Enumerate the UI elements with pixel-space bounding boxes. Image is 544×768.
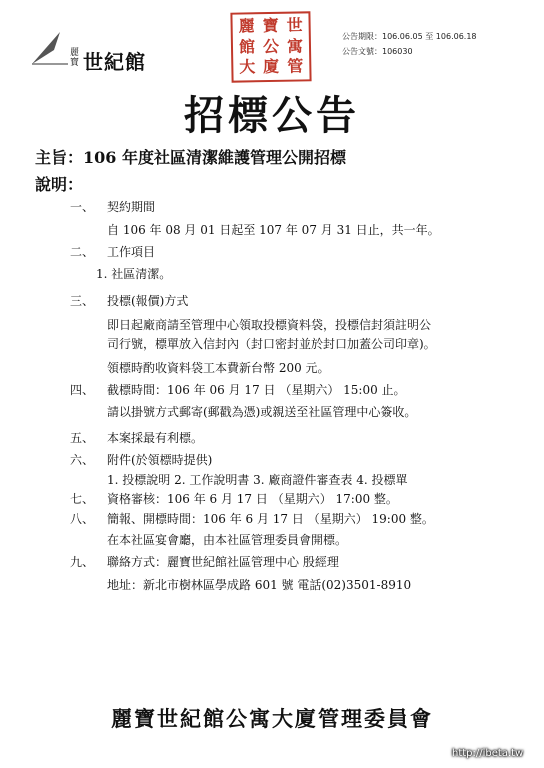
section-number: 六、 <box>70 453 95 467</box>
section-heading: 本案採最有利標。 <box>107 431 204 445</box>
section-number: 五、 <box>70 431 95 445</box>
section-number: 七、 <box>70 492 95 506</box>
logo <box>30 28 170 74</box>
stamp-char: 寓 <box>286 36 304 56</box>
footer-signature: 麗寶世紀館公寓大廈管理委員會 <box>111 706 433 731</box>
stamp-char: 世 <box>286 15 303 35</box>
section-heading: 簡報、開標時間：106 年 6 月 17 日 （星期六） 19:00 整。 <box>107 512 434 526</box>
section-number: 一、 <box>70 200 95 214</box>
section-number: 八、 <box>70 512 95 526</box>
section-number: 九、 <box>70 555 95 569</box>
section-heading: 工作項目 <box>107 245 156 259</box>
section-number: 四、 <box>70 383 95 397</box>
section-text: 1. 社區清潔。 <box>96 267 172 281</box>
section-heading: 附件(於領標時提供) <box>107 453 213 467</box>
notice-period: 公告期限：106.06.05 至 106.06.18 <box>342 32 477 41</box>
section-text: 即日起廠商請至管理中心領取投標資料袋，投標信封須註明公 <box>107 318 432 332</box>
red-seal-stamp <box>230 11 311 82</box>
section-text: 司行號，標單放入信封內（封口密封並於封口加蓋公司印章)。 <box>107 337 436 351</box>
section-text: 自 106 年 08 月 01 日起至 107 年 07 月 31 日止，共一年。 <box>107 223 440 237</box>
notice-meta <box>342 29 477 59</box>
section-heading: 聯絡方式：麗寶世紀館社區管理中心 殷經理 <box>107 555 339 569</box>
section-number: 二、 <box>70 245 95 259</box>
stamp-char: 麗 <box>238 16 255 36</box>
notice-doc-number: 公告文號：106030 <box>342 47 413 56</box>
section-text: 請以掛號方式郵寄(郵戳為憑)或親送至社區管理中心簽收。 <box>107 405 417 419</box>
logo-small-text: 麗寶 <box>70 48 80 68</box>
subject-line: 主旨：106 年度社區清潔維護管理公開招標 <box>35 148 346 167</box>
stamp-char: 管 <box>287 56 304 77</box>
stamp-char: 廈 <box>263 57 280 77</box>
section-number: 三、 <box>70 294 95 308</box>
section-text: 地址：新北市樹林區學成路 601 號 電話(02)3501-8910 <box>107 578 412 592</box>
stamp-char: 館 <box>238 36 256 57</box>
stamp-char: 寶 <box>262 15 279 36</box>
stamp-char: 公 <box>262 36 280 56</box>
logo-main-text: 世紀館 <box>83 50 146 74</box>
section-text: 在本社區宴會廳，由本社區管理委員會開標。 <box>107 533 348 547</box>
logo-swoosh-icon <box>30 28 70 68</box>
section-heading: 資格審核：106 年 6 月 17 日 （星期六） 17:00 整。 <box>107 492 398 506</box>
section-heading: 契約期間 <box>107 200 156 214</box>
section-heading: 投標(報價)方式 <box>107 294 189 308</box>
section-text: 1. 投標說明 2. 工作說明書 3. 廠商證件審查表 4. 投標單 <box>107 473 408 487</box>
watermark: http://ibeta.tw <box>452 748 524 759</box>
explanation-heading: 說明： <box>35 175 84 194</box>
section-heading: 截標時間：106 年 06 月 17 日 （星期六） 15:00 止。 <box>107 383 406 397</box>
section-text: 領標時酌收資料袋工本費新台幣 200 元。 <box>107 361 330 375</box>
page-title: 招標公告 <box>184 92 360 139</box>
stamp-char: 大 <box>239 57 256 77</box>
